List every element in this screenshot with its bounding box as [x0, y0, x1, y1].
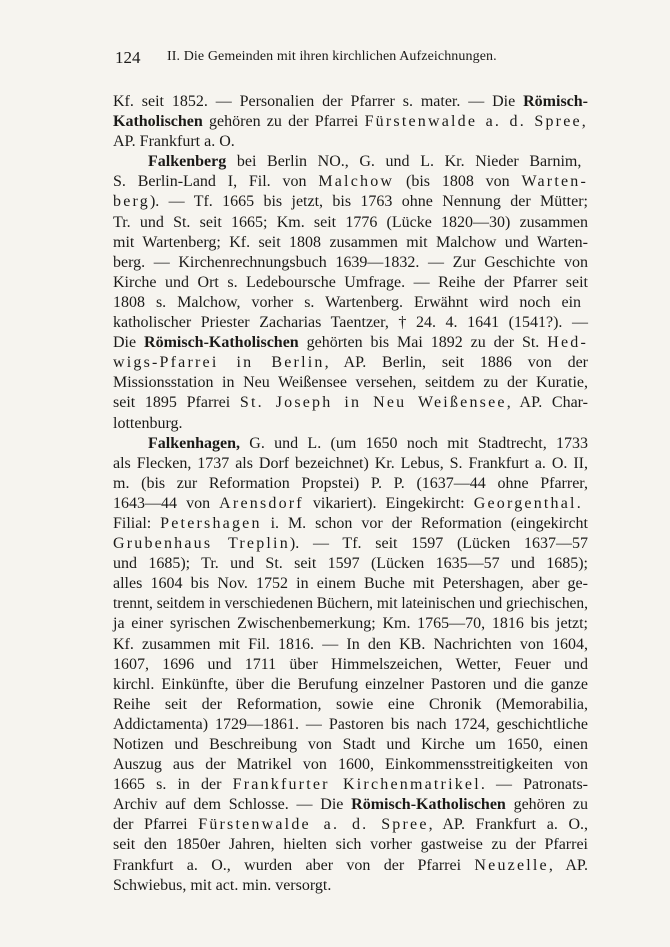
text-run: ja einer syrischen Zwischenbemerkung; Km. 1765—70, 1816 bis jetzt; [113, 615, 588, 633]
text-line [113, 434, 588, 454]
text-line [113, 534, 588, 554]
spaced-name: Warten- [521, 173, 588, 191]
text-line [113, 795, 588, 815]
text-run: , AP. [548, 856, 589, 874]
text-run: Notizen und Beschreibung von Stadt und Kirche um 1650, einen [113, 736, 588, 753]
text-run: katholischer Priester Zacharias Taentzer, † 24. 4. 1641 (1541?). — [113, 314, 588, 332]
text-run: Kirche und Ort s. Ledeboursche Umfrage. — Reihe der Pfarrer seit [113, 273, 588, 291]
text-run: als Flecken, 1737 als Dorf bezeichnet) Kr. Lebus, S. Frankfurt a. O. II, [113, 454, 588, 472]
text-run: kirchl. Einkünfte, über die Berufung einzelner Pastoren und die ganze [113, 675, 588, 693]
text-line [113, 213, 588, 233]
text-line [113, 715, 588, 735]
text-line [113, 614, 588, 634]
text-line [113, 655, 588, 675]
text-run: G. und L. (um 1650 noch mit Stadtrecht, 1733 [240, 434, 588, 452]
running-header [115, 48, 588, 68]
text-line [113, 132, 588, 152]
text-line [113, 313, 588, 333]
spaced-name: Georgenthal. [473, 494, 583, 512]
text-run: 1665 s. in der [113, 776, 233, 794]
text-run: mit Wartenberg; Kf. seit 1808 zusammen mit Malchow und Warten- [113, 233, 588, 251]
spaced-name: Arensdorf [219, 494, 304, 512]
spaced-name: Fürstenwalde a. d. Spree, [364, 113, 588, 131]
text-run: Filial: [113, 514, 161, 532]
text-run: m. (bis zur Reformation Propstei) P. P. (1637—44 ohne Pfarrer, [113, 474, 588, 492]
text-run: seit den 1850er Jahren, hielten sich vorher gastweise zu der Pfarrei [113, 836, 588, 854]
text-run: 1643—44 von [113, 494, 220, 512]
text-run: i. M. schon vor der Reformation (eingekircht [261, 514, 589, 532]
bold-term: Falkenhagen, [148, 434, 241, 452]
text-line [113, 695, 588, 715]
text-run: ). — Tf. seit 1597 (Lücken 1637—57 [289, 535, 589, 553]
text-run: , AP. Char- [506, 394, 588, 412]
text-line [113, 775, 588, 795]
text-run: gehören zu der Pfarrei [202, 113, 365, 131]
text-run: (bis 1808 von [394, 173, 522, 191]
text-line [113, 755, 588, 775]
spaced-name: wigs-Pfarrei in Berlin [113, 354, 325, 372]
text-line [113, 152, 588, 172]
text-run: 1607, 1696 und 1711 über Himmelszeichen, Wetter, Feuer und [113, 655, 588, 673]
text-run: Die [113, 334, 145, 352]
text-run: Schwiebus, mit act. min. versorgt. [113, 876, 332, 894]
text-run: Kf. seit 1852. — Personalien der Pfarrer s. mater. — Die [113, 93, 524, 110]
spaced-name: Neuzelle [474, 856, 549, 874]
bold-term: Falkenberg [148, 153, 227, 171]
text-run: Auszug aus der Matrikel von 1600, Einkommensstreitigkeiten von [113, 756, 588, 774]
page-number: 124 [115, 48, 141, 67]
body-text [113, 92, 588, 896]
text-run: Tr. und St. seit 1665; Km. seit 1776 (Lücke 1820—30) zusammen [113, 213, 588, 231]
text-line [113, 414, 588, 434]
text-run: vikariert). Eingekircht: [303, 494, 474, 512]
text-run: Addictamenta) 1729—1861. — Pastoren bis nach 1724, geschichtliche [113, 715, 588, 733]
text-run: und 1685); Tr. und St. seit 1597 (Lücken 1635—57 und 1685); [113, 555, 588, 573]
text-run: Kf. zusammen mit Fil. 1816. — In den KB. Nachrichten von 1604, [113, 635, 588, 653]
text-line [113, 253, 588, 273]
text-line [113, 554, 588, 574]
text-run: berg. — Kirchenrechnungsbuch 1639—1832. — Zur Geschichte von [113, 253, 588, 271]
bold-term: Katholischen [113, 113, 203, 131]
text-line [113, 112, 588, 132]
text-run: 1808 s. Malchow, vorher s. Wartenberg. Erwähnt wird noch ein [113, 293, 582, 311]
text-line [113, 233, 588, 253]
text-line [113, 675, 588, 695]
bold-term: Römisch-Katholischen [144, 334, 299, 352]
text-line [113, 856, 588, 876]
spaced-name: berg [113, 193, 150, 211]
text-line [113, 192, 588, 212]
text-line [113, 635, 588, 655]
text-run: , AP. Berlin, seit 1886 von der [324, 354, 588, 372]
spaced-name: Fürstenwalde a. d. Spree [198, 816, 429, 834]
text-run: gehörten bis Mai 1892 zu der St. [298, 334, 548, 352]
spaced-name: Grubenhaus Treplin [113, 535, 290, 553]
text-run: ). — Tf. 1665 bis jetzt, bis 1763 ohne Nennung der Mütter; [149, 193, 588, 211]
text-line [113, 333, 588, 353]
running-title: II. Die Gemeinden mit ihren kirchlichen Aufzeichnungen. [167, 49, 497, 64]
text-line [113, 393, 588, 413]
text-run: lottenburg. [113, 414, 183, 432]
text-line [113, 373, 588, 393]
text-run: , AP. Frankfurt a. O., [428, 816, 588, 834]
text-run: gehören zu [505, 796, 588, 814]
text-line [113, 514, 588, 534]
spaced-name: St. Joseph in Neu Weißensee [239, 394, 507, 412]
text-line [113, 92, 588, 112]
text-run: Frankfurt a. O., wurden aber von der Pfarrei [113, 856, 475, 874]
text-run: Missionsstation in Neu Weißensee versehen, seitdem zu der Kuratie, [113, 374, 588, 392]
text-run: bei Berlin NO., G. und L. Kr. Nieder Barnim, [226, 153, 582, 171]
text-run: alles 1604 bis Nov. 1752 in einem Buche mit Petershagen, aber ge- [113, 575, 588, 593]
text-line [113, 574, 588, 594]
spaced-name: Malchow [318, 173, 395, 191]
text-line [113, 353, 588, 373]
text-run: seit 1895 Pfarrei [113, 394, 240, 412]
text-run: S. Berlin-Land I, Fil. von [113, 173, 319, 191]
text-line [113, 474, 588, 494]
text-line [113, 273, 588, 293]
text-run: Reihe seit der Reformation, sowie eine Chronik (Memorabilia, [113, 695, 588, 713]
text-line [113, 454, 588, 474]
text-run: Archiv auf dem Schlosse. — Die [113, 796, 352, 814]
spaced-name: Hed- [547, 334, 589, 352]
bold-term: Römisch-Katholischen [351, 796, 506, 814]
text-line [113, 735, 588, 755]
text-run: trennt, seitdem in verschiedenen Büchern, mit lateinischen und griechischen, [113, 595, 588, 613]
spaced-name: Frankfurter Kirchenmatrikel [232, 776, 481, 794]
bold-term: Römisch- [523, 93, 588, 110]
text-line [113, 876, 588, 896]
text-line [113, 494, 588, 514]
text-line [113, 835, 588, 855]
text-run: AP. Frankfurt a. O. [113, 133, 235, 151]
spaced-name: Petershagen [160, 514, 262, 532]
text-line [113, 815, 588, 835]
text-line [113, 293, 588, 313]
text-run: der Pfarrei [113, 816, 199, 834]
text-line [113, 594, 588, 614]
text-run: . — Patronats- [480, 776, 588, 794]
text-line [113, 172, 588, 192]
